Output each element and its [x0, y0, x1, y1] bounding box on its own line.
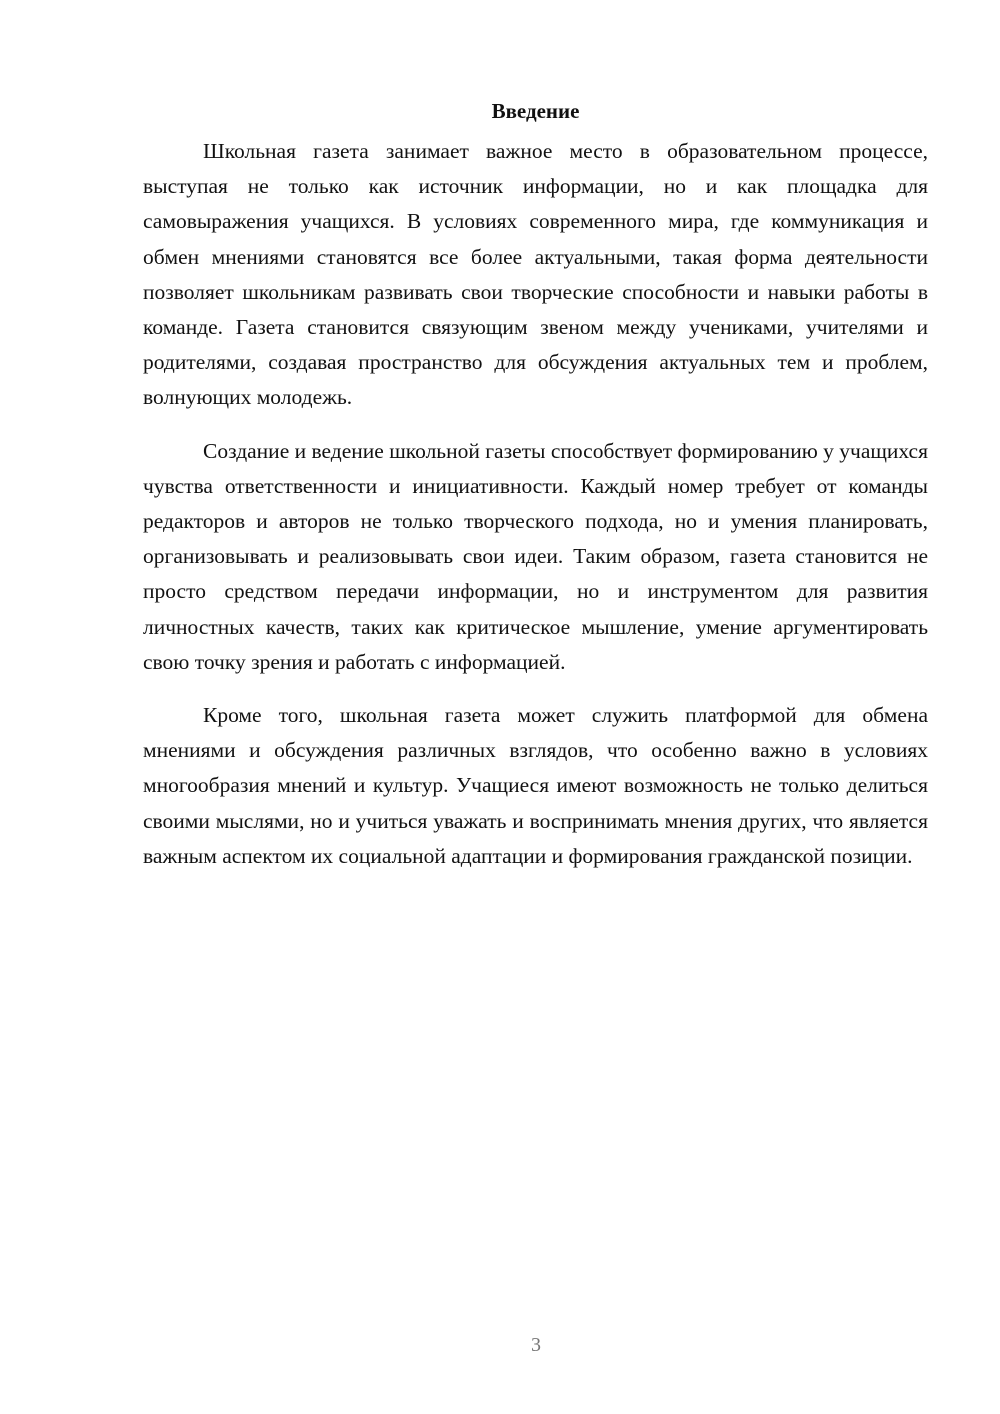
section-heading: Введение: [491, 99, 580, 123]
paragraph-2: Создание и ведение школьной газеты способствует формированию у учащихся чувства ответственности и инициативности. Каждый номер требует от команды редакторов и авторов не только творческого подхода, но и умения планировать, организовывать и реализовывать свои идеи. Таким образом, газета становится не просто средством передачи информации, но и инструментом для развития личностных качеств, таких как критическое мышление, умение аргументировать свою точку зрения и работать с информацией.: [143, 438, 928, 674]
paragraph-1: Школьная газета занимает важное место в образовательном процессе, выступая не только как источник информации, но и как площадка для самовыражения учащихся. В условиях современного мира, где коммуникация и обмен мнениями становятся все более актуальными, такая форма деятельности позволяет школьникам развивать свои творческие способности и навыки работы в команде. Газета становится связующим звеном между учениками, учителями и родителями, создавая пространство для обсуждения актуальных тем и проблем, волнующих молодежь.: [143, 139, 928, 410]
paragraph-3: Кроме того, школьная газета может служить платформой для обмена мнениями и обсуждения различных взглядов, что особенно важно в условиях многообразия мнений и культур. Учащиеся имеют возможность не только делиться своими мыслями, но и учиться уважать и воспринимать мнения других, что является важным аспектом их социальной адаптации и формирования гражданской позиции.: [143, 703, 928, 868]
page-number: 3: [531, 1334, 541, 1356]
page-content: [143, 96, 928, 892]
